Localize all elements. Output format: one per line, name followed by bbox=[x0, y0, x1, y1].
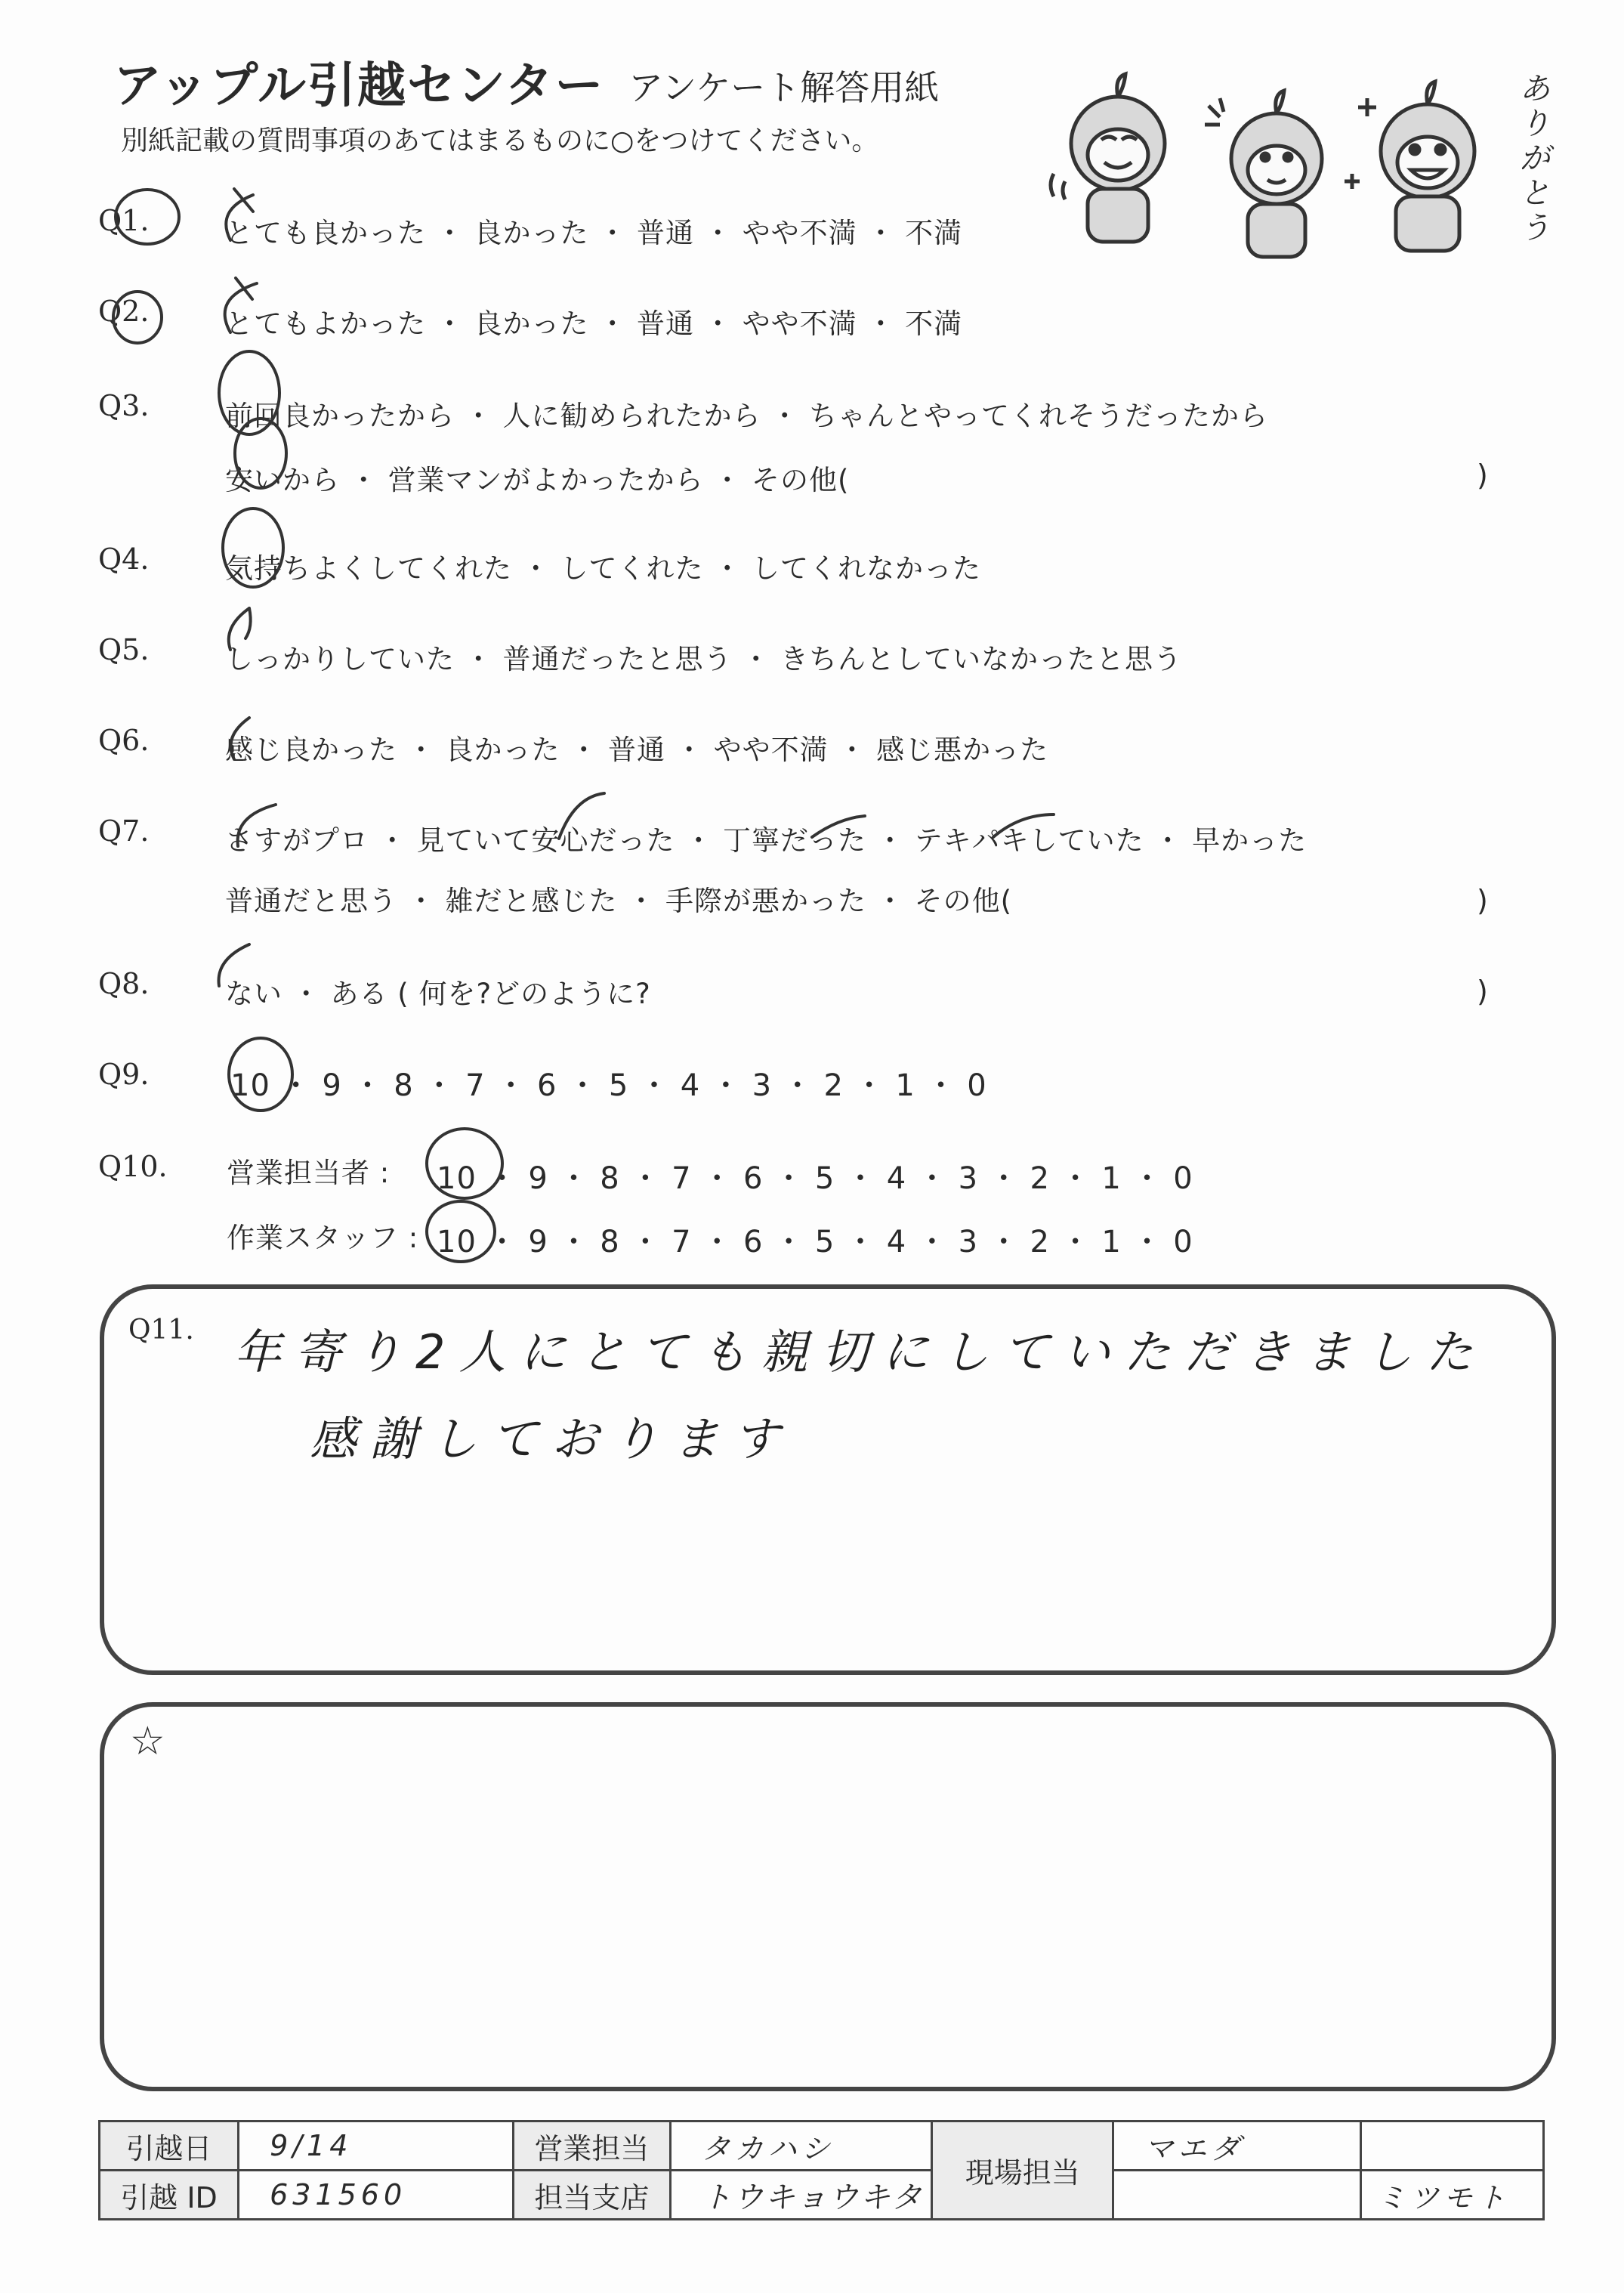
sales-label: 営業担当 bbox=[514, 2121, 670, 2171]
form-subtitle: アンケート解答用紙 bbox=[628, 67, 940, 108]
branch-label: 担当支店 bbox=[514, 2171, 670, 2220]
q7-mark-4 bbox=[993, 814, 1054, 837]
q6-options: 感じ良かった ・ 良かった ・ 普通 ・ やや不満 ・ 感じ悪かった bbox=[225, 734, 1049, 766]
q2-label: Q2. bbox=[98, 295, 150, 328]
q10-staff-scale: 10 ・ 9 ・ 8 ・ 7 ・ 6 ・ 5 ・ 4 ・ 3 ・ 2 ・ 1 ・ 0 bbox=[437, 1225, 1193, 1259]
q7-mark-3 bbox=[812, 816, 865, 837]
q8-close-paren: ) bbox=[1477, 975, 1488, 1008]
q10-sales-score-circle bbox=[427, 1129, 502, 1198]
q6-label: Q6. bbox=[98, 724, 150, 757]
q9-scale: 10 ・ 9 ・ 8 ・ 7 ・ 6 ・ 5 ・ 4 ・ 3 ・ 2 ・ 1 ・ 0 bbox=[230, 1068, 987, 1103]
q4-option-circle bbox=[223, 508, 283, 587]
q7-close-paren: ) bbox=[1477, 884, 1488, 917]
q2-answer-mark bbox=[225, 278, 257, 332]
q1-number-circle bbox=[116, 190, 179, 244]
q9-label: Q9. bbox=[98, 1058, 150, 1091]
q10-label: Q10. bbox=[98, 1150, 168, 1183]
q7-options-line1: さすがプロ ・ 見ていて安心だった ・ 丁寧だった ・ テキパキしていた ・ 早かった bbox=[225, 824, 1308, 857]
q4-options: 気持ちよくしてくれた ・ してくれた ・ してくれなかった bbox=[225, 552, 982, 585]
q1-answer-mark bbox=[226, 189, 253, 240]
q2-number-circle bbox=[113, 292, 162, 343]
q3-label: Q3. bbox=[98, 389, 150, 422]
q3-option-circle-2 bbox=[235, 419, 286, 488]
sales-value: タカハシ bbox=[670, 2121, 932, 2171]
move-date-label: 引越日 bbox=[100, 2121, 239, 2171]
q8-options: ない ・ ある ( 何を?どのように? bbox=[225, 978, 651, 1010]
q4-label: Q4. bbox=[98, 542, 150, 576]
q1-options: とても良かった ・ 良かった ・ 普通 ・ やや不満 ・ 不満 bbox=[225, 217, 963, 249]
q10-sales-label: 営業担当者 : bbox=[227, 1157, 391, 1189]
q10-sales-scale: 10 ・ 9 ・ 8 ・ 7 ・ 6 ・ 5 ・ 4 ・ 3 ・ 2 ・ 1 ・ 0 bbox=[437, 1161, 1193, 1196]
q10-staff-score-circle bbox=[427, 1201, 495, 1262]
q11-handwritten-line1: 年寄り2人にとても親切にしていただきました bbox=[234, 1324, 1487, 1380]
q5-options: しっかりしていた ・ 普通だったと思う ・ きちんとしていなかったと思う bbox=[225, 643, 1183, 675]
q8-label: Q8. bbox=[98, 967, 150, 1000]
q6-answer-mark bbox=[231, 718, 250, 759]
q3-close-paren: ) bbox=[1477, 459, 1488, 492]
q7-mark-1 bbox=[238, 805, 276, 846]
q5-label: Q5. bbox=[98, 633, 150, 666]
site-value-1: マエダ bbox=[1113, 2121, 1361, 2171]
q7-mark-2 bbox=[559, 793, 604, 839]
form-title: アップル引越センター bbox=[113, 58, 605, 114]
q3-options-line1: 前回良かったから ・ 人に勧められたから ・ ちゃんとやってくれそうだったから bbox=[225, 400, 1269, 432]
footer-info-table bbox=[98, 2120, 1545, 2220]
site-empty-cell-2 bbox=[1113, 2171, 1361, 2220]
branch-value: トウキョウキタ bbox=[670, 2171, 932, 2220]
q1-label: Q1. bbox=[98, 204, 150, 237]
move-id-label: 引越 ID bbox=[100, 2171, 239, 2220]
q2-options: とてもよかった ・ 良かった ・ 普通 ・ やや不満 ・ 不満 bbox=[225, 307, 963, 340]
move-date-value: 9/14 bbox=[239, 2121, 514, 2171]
q11-label: Q11. bbox=[128, 1315, 194, 1346]
site-empty-cell bbox=[1361, 2121, 1544, 2171]
q8-answer-mark bbox=[219, 944, 250, 986]
move-id-value: 631560 bbox=[239, 2171, 514, 2220]
q3-options-line2: 安いから ・ 営業マンがよかったから ・ その他( bbox=[225, 464, 850, 496]
q10-staff-label: 作業スタッフ : bbox=[227, 1222, 419, 1254]
q5-answer-mark bbox=[229, 608, 251, 650]
q9-score-circle bbox=[229, 1038, 292, 1111]
star-comment-box bbox=[100, 1702, 1556, 2091]
q7-label: Q7. bbox=[98, 814, 150, 848]
star-icon: ☆ bbox=[130, 1719, 165, 1764]
instruction-text: 別紙記載の質問事項のあてはまるものに○をつけてください。 bbox=[121, 125, 879, 156]
site-label: 現場担当 bbox=[932, 2121, 1113, 2220]
q7-options-line2: 普通だと思う ・ 雑だと感じた ・ 手際が悪かった ・ その他( bbox=[225, 885, 1013, 917]
mascot-caption: ありがとう bbox=[1520, 72, 1550, 246]
site-value-2: ミツモト bbox=[1361, 2171, 1544, 2220]
q11-handwritten-line2: 感謝しております bbox=[310, 1411, 794, 1466]
